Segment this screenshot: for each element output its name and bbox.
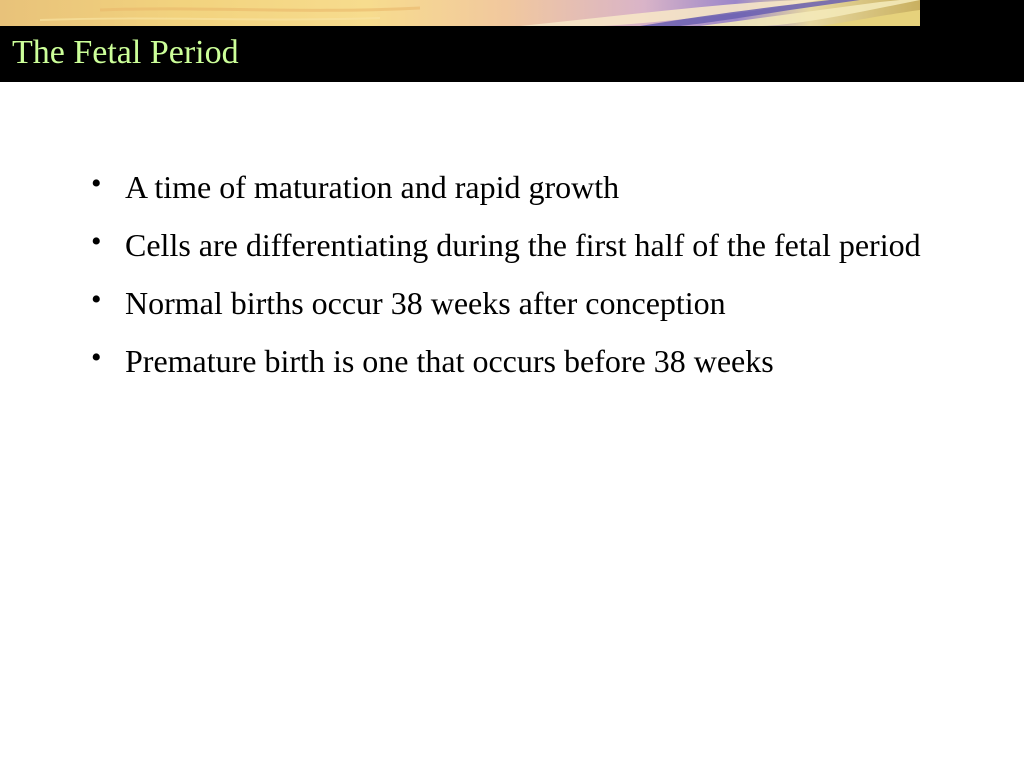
bullet-marker: • [91,341,102,374]
bullet-text: Normal births occur 38 weeks after conception [125,285,726,321]
bullet-list [88,164,948,396]
bullet-text: A time of maturation and rapid growth [125,169,620,205]
slide-title: The Fetal Period [12,34,239,71]
bullet-text: Cells are differentiating during the first half of the fetal period [125,227,921,263]
bullet-item [88,222,948,269]
bullet-item [88,164,948,211]
bullet-marker: • [91,225,102,258]
bullet-marker: • [91,167,102,200]
bullet-text: Premature birth is one that occurs before 38 weeks [125,343,774,379]
bullet-marker: • [91,283,102,316]
bullet-item [88,338,948,385]
bullet-item [88,280,948,327]
decorative-banner-image [0,0,1024,26]
